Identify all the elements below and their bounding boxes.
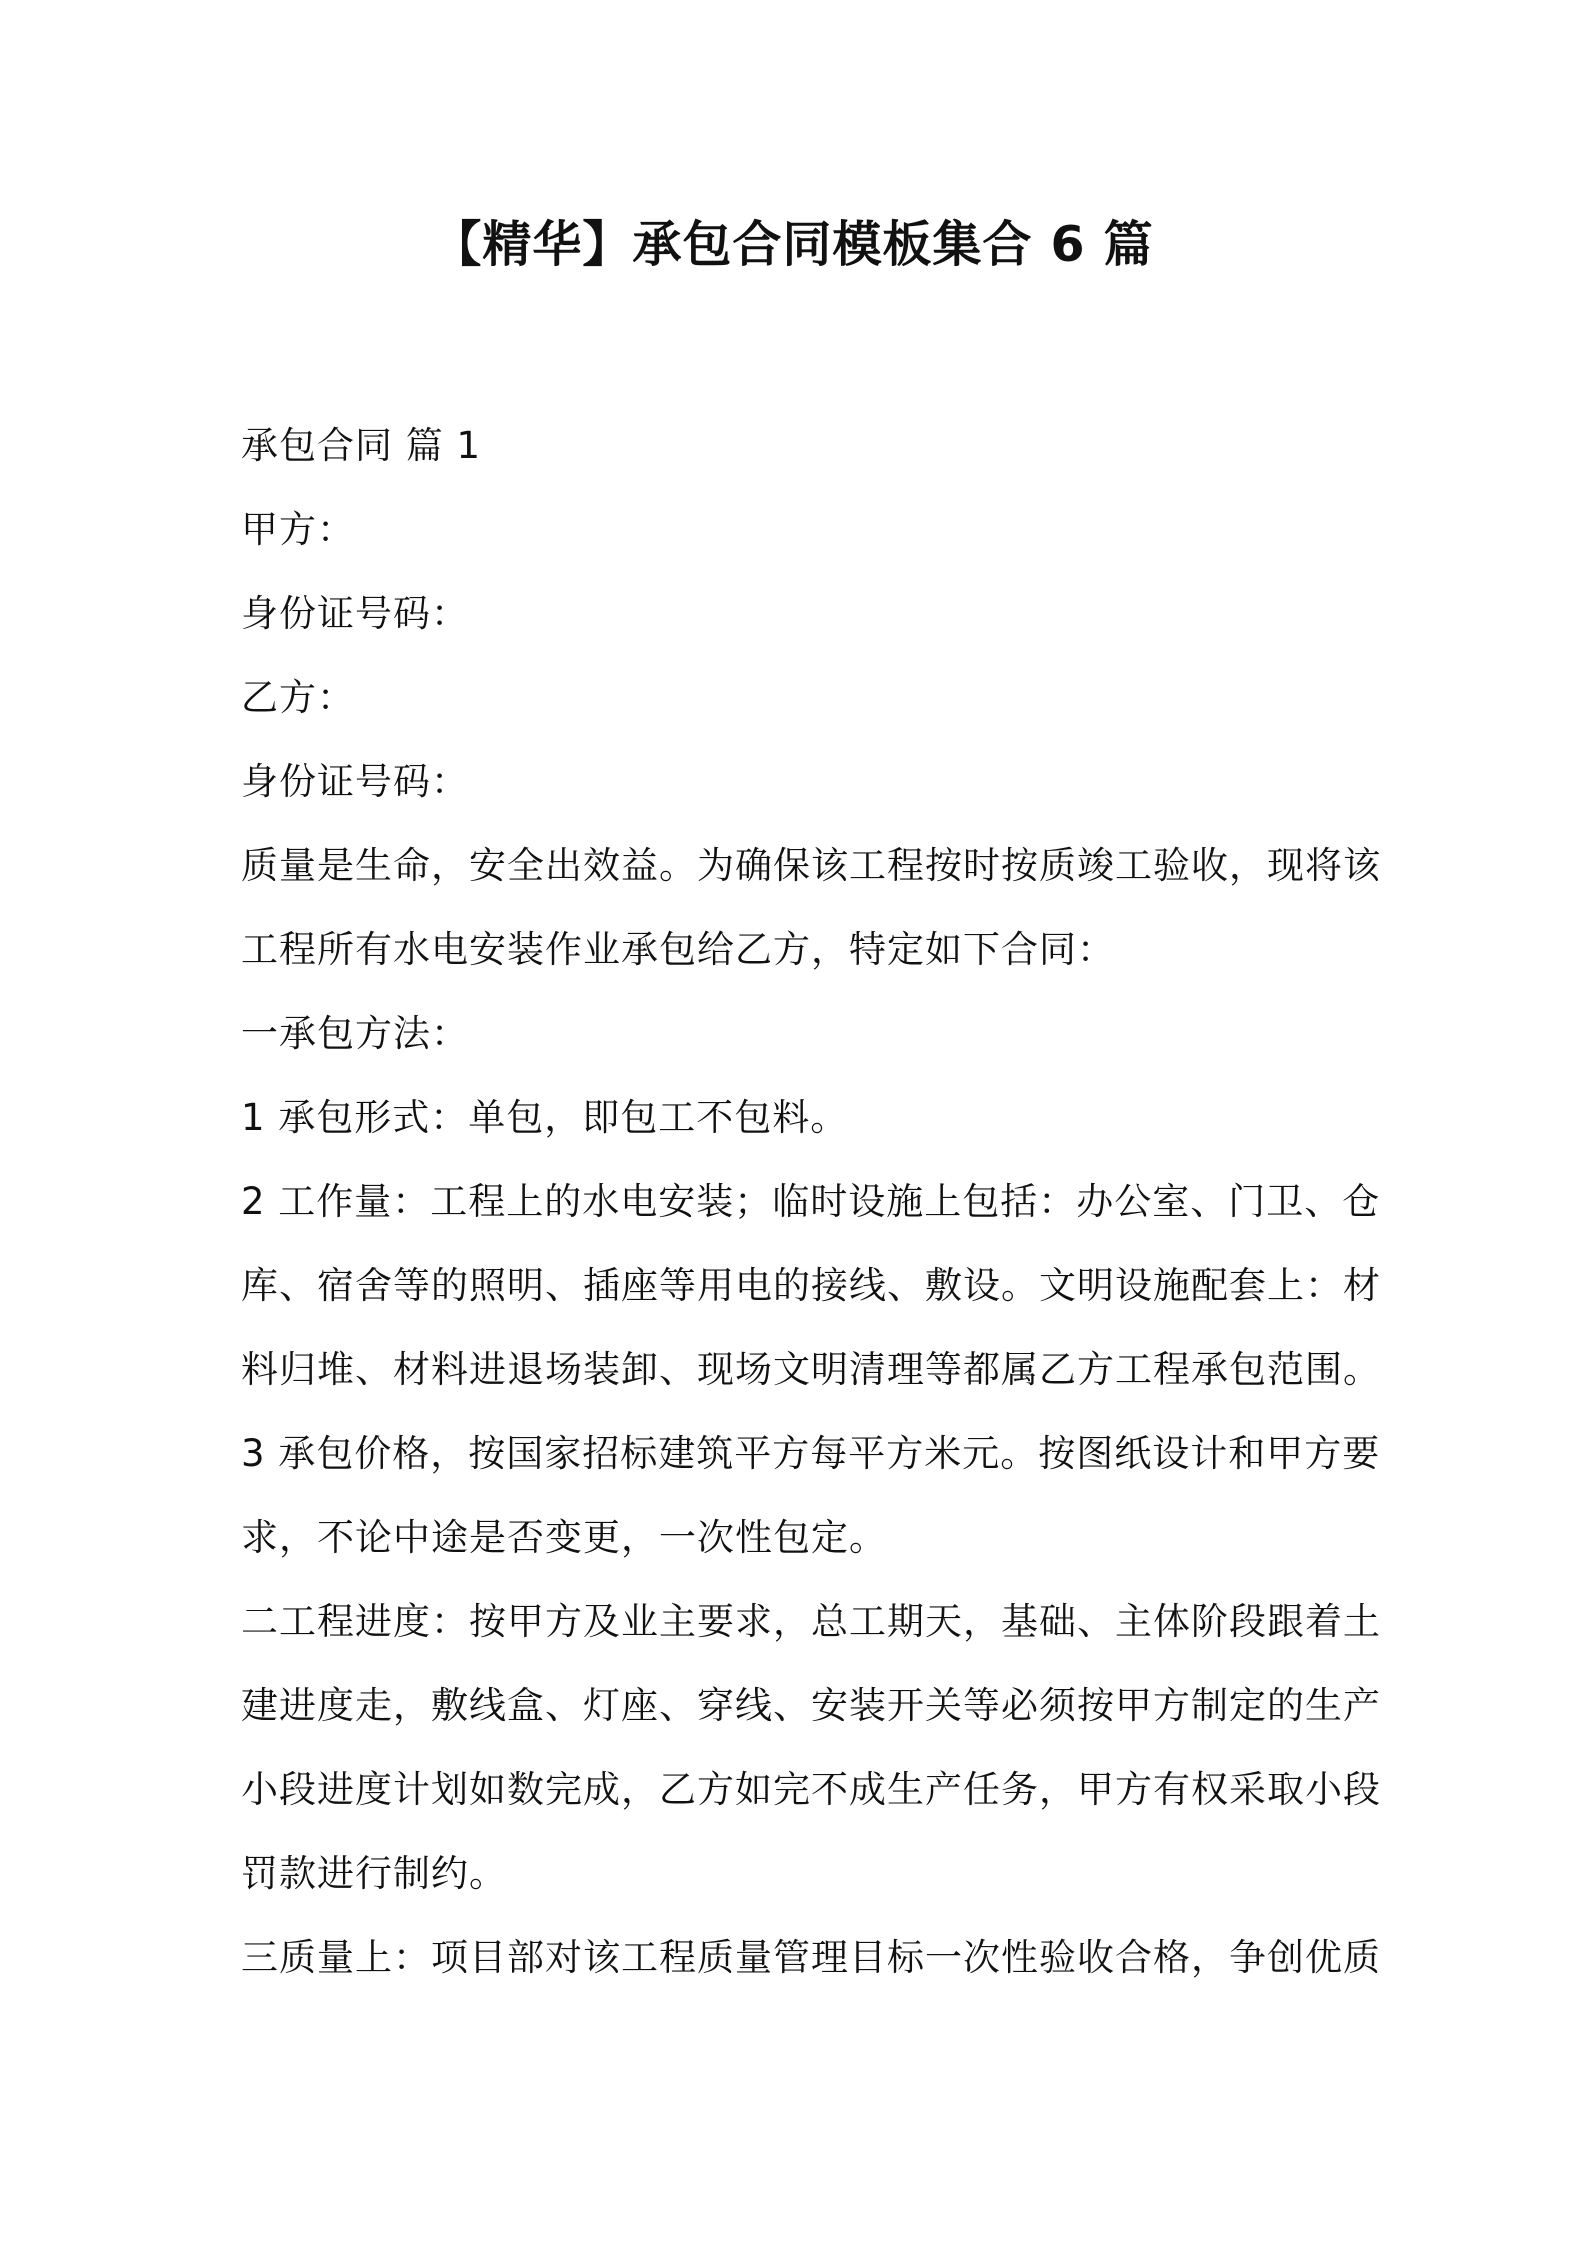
text-line: 二工程进度：按甲方及业主要求，总工期天，基础、主体阶段跟着土 <box>241 1600 1381 1643</box>
text-line: 三质量上：项目部对该工程质量管理目标一次性验收合格，争创优质 <box>241 1936 1381 1979</box>
text-line: 一承包方法： <box>241 1012 469 1055</box>
text-line: 身份证号码： <box>241 592 469 635</box>
text-line: 质量是生命，安全出效益。为确保该工程按时按质竣工验收，现将该 <box>241 844 1381 887</box>
text-line: 工程所有水电安装作业承包给乙方，特定如下合同： <box>241 928 1115 971</box>
text-line: 甲方： <box>241 508 355 551</box>
document-title: 【精华】承包合同模板集合 6 篇 <box>432 216 1154 273</box>
text-line: 小段进度计划如数完成，乙方如完不成生产任务，甲方有权采取小段 <box>241 1768 1381 1811</box>
text-line: 承包合同 篇 1 <box>241 424 482 467</box>
text-line: 身份证号码： <box>241 760 469 803</box>
text-line: 乙方： <box>241 676 355 719</box>
text-line: 2 工作量：工程上的水电安装；临时设施上包括：办公室、门卫、仓 <box>241 1180 1381 1223</box>
text-line: 3 承包价格，按国家招标建筑平方每平方米元。按图纸设计和甲方要 <box>241 1432 1381 1475</box>
text-line: 建进度走，敷线盒、灯座、穿线、安装开关等必须按甲方制定的生产 <box>241 1684 1381 1727</box>
document-body <box>241 404 1381 2000</box>
text-line: 罚款进行制约。 <box>241 1852 507 1895</box>
text-line: 1 承包形式：单包，即包工不包料。 <box>241 1096 849 1139</box>
text-line: 求，不论中途是否变更，一次性包定。 <box>241 1516 887 1559</box>
text-line: 库、宿舍等的照明、插座等用电的接线、敷设。文明设施配套上：材 <box>241 1264 1381 1307</box>
text-line: 料归堆、材料进退场装卸、现场文明清理等都属乙方工程承包范围。 <box>241 1348 1381 1391</box>
